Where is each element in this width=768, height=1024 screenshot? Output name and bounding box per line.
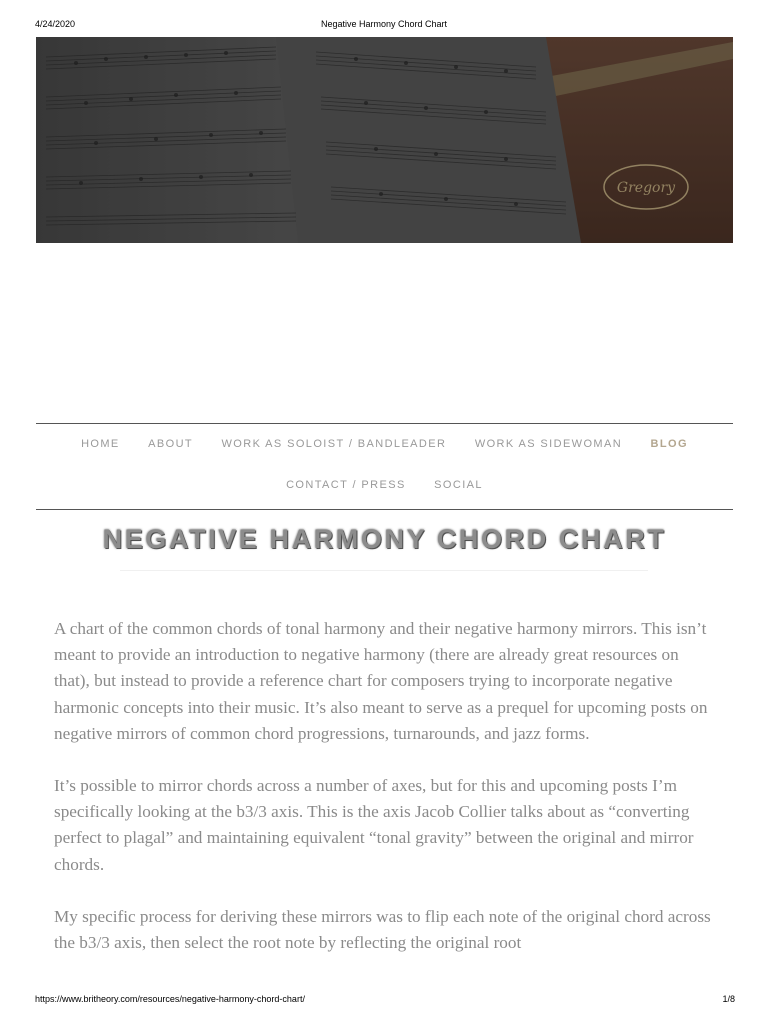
header-image — [36, 37, 733, 243]
main-navigation — [36, 423, 733, 510]
paragraph-process: My specific process for deriving these mirrors was to flip each note of the original chord across the b3/3 axis, then select the root note by reflecting the original root — [54, 906, 711, 953]
title-divider — [120, 570, 648, 571]
print-url: https://www.britheory.com/resources/negative-harmony-chord-chart/ — [35, 994, 305, 1004]
post-content — [54, 616, 718, 982]
print-page-number: 1/8 — [722, 994, 735, 1004]
nav-item-work-as-soloist[interactable]: WORK AS SOLOIST / BANDLEADER — [221, 438, 447, 450]
nav-item-blog[interactable]: BLOG — [650, 438, 688, 450]
print-footer — [0, 994, 768, 1024]
nav-item-social[interactable]: SOCIAL — [434, 479, 483, 491]
hero-logo-text: Gregory — [616, 180, 676, 196]
print-header — [0, 0, 768, 32]
nav-item-work-as-sidewoman[interactable]: WORK AS SIDEWOMAN — [474, 438, 623, 450]
print-date: 4/24/2020 — [35, 19, 76, 29]
nav-item-home[interactable]: HOME — [81, 438, 120, 450]
paragraph-intro: A chart of the common chords of tonal harmony and their negative harmony mirrors. This isn’t meant to provide an introduction to negative harmony (there are already great resources on that), but instead to provide a reference chart for composers trying to incorporate negative harmonic concepts into their music. It’s also meant to serve as a prequel for upcoming posts on negative mirrors of common chord progressions, turnarounds, and jazz forms. — [54, 619, 708, 743]
nav-row-secondary — [36, 479, 733, 491]
nav-row-primary — [36, 438, 733, 450]
print-page-title: Negative Harmony Chord Chart — [320, 19, 448, 29]
post-title: NEGATIVE HARMONY CHORD CHART — [102, 524, 667, 554]
nav-item-contact-press[interactable]: CONTACT / PRESS — [286, 479, 406, 491]
sheet-music-photo — [36, 37, 733, 243]
paragraph-axis: It’s possible to mirror chords across a number of axes, but for this and upcoming posts I’m specifically looking at the b3/3 axis. This is the axis Jacob Collier talks about as “converting perfect to plagal” and maintaining equivalent “tonal gravity” between the original and mirror chords. — [54, 776, 694, 874]
nav-item-about[interactable]: ABOUT — [148, 438, 194, 450]
